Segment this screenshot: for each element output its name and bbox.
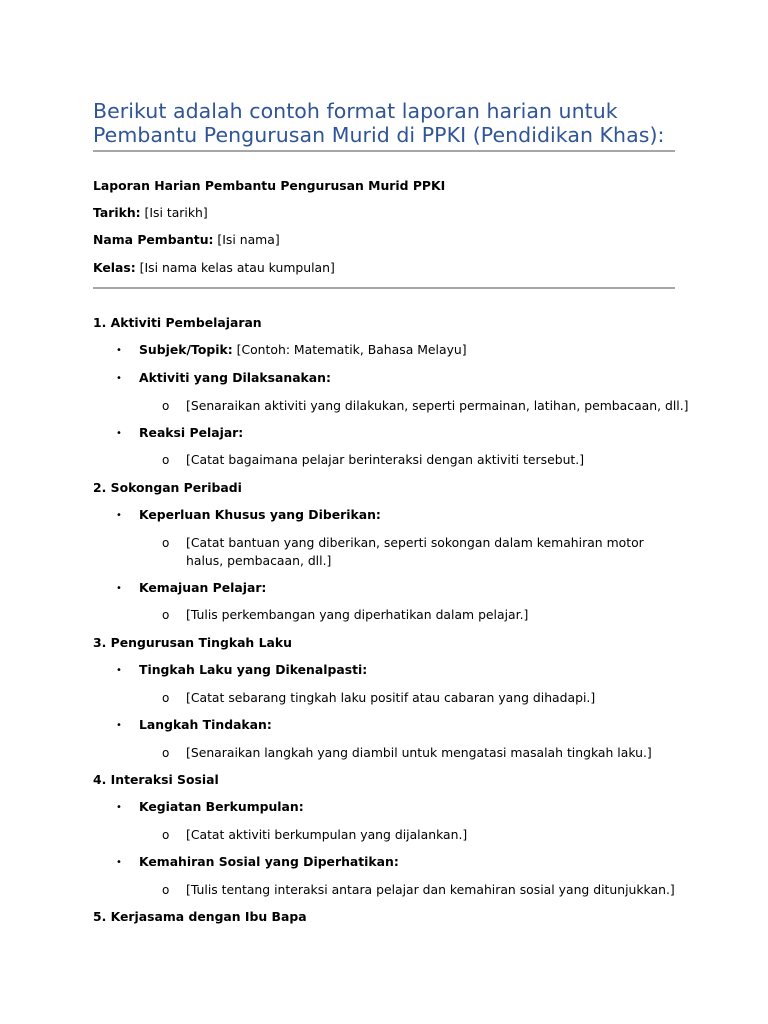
section-heading: 5. Kerjasama dengan Ibu Bapa	[93, 909, 307, 924]
bullet-marker: •	[116, 583, 122, 594]
sub-item: [Catat bantuan yang diberikan, seperti sokongan dalam kemahiran motor halus, pembacaan, dll.]	[186, 535, 644, 568]
item-label: Aktiviti yang Dilaksanakan:	[139, 370, 331, 385]
item-label: Reaksi Pelajar:	[139, 425, 244, 440]
sub-bullet-marker: o	[162, 608, 170, 622]
bullet-marker: •	[116, 665, 122, 676]
item-label: Subjek/Topik:	[139, 342, 233, 357]
report-title: Laporan Harian Pembantu Pengurusan Murid PPKI	[93, 178, 446, 193]
sub-item: [Tulis perkembangan yang diperhatikan dalam pelajar.]	[186, 607, 529, 622]
name-label: Nama Pembantu:	[93, 232, 214, 247]
sub-item: [Catat sebarang tingkah laku positif atau cabaran yang dihadapi.]	[186, 690, 596, 705]
sub-item: [Catat bagaimana pelajar berinteraksi dengan aktiviti tersebut.]	[186, 452, 585, 467]
section-heading: 2. Sokongan Peribadi	[93, 480, 242, 495]
sub-bullet-marker: o	[162, 536, 170, 550]
bullet-marker: •	[116, 720, 122, 731]
sub-item: [Catat aktiviti berkumpulan yang dijalankan.]	[186, 827, 468, 842]
section-heading: 4. Interaksi Sosial	[93, 772, 219, 787]
sub-item: [Tulis tentang interaksi antara pelajar dan kemahiran sosial yang ditunjukkan.]	[186, 882, 675, 897]
section-heading: 3. Pengurusan Tingkah Laku	[93, 635, 292, 650]
item-label: Kemahiran Sosial yang Diperhatikan:	[139, 854, 399, 869]
document-title: Berikut adalah contoh format laporan harian untuk Pembantu Pengurusan Murid di PPKI (Pendidikan Khas):	[93, 99, 665, 147]
item-label: Tingkah Laku yang Dikenalpasti:	[139, 662, 368, 677]
name-line	[93, 231, 280, 249]
sub-bullet-marker: o	[162, 399, 170, 413]
name-value: [Isi nama]	[213, 232, 280, 247]
bullet-marker: •	[116, 802, 122, 813]
class-line	[93, 259, 335, 277]
class-value: [Isi nama kelas atau kumpulan]	[135, 260, 335, 275]
sub-bullet-marker: o	[162, 453, 170, 467]
section-heading: 1. Aktiviti Pembelajaran	[93, 315, 262, 330]
sub-bullet-marker: o	[162, 746, 170, 760]
item-label: Kegiatan Berkumpulan:	[139, 799, 304, 814]
title-divider	[93, 150, 675, 152]
bullet-marker: •	[116, 345, 122, 356]
bullet-marker: •	[116, 510, 122, 521]
header-divider	[93, 287, 675, 289]
list-item	[139, 341, 467, 359]
class-label: Kelas:	[93, 260, 136, 275]
sub-bullet-marker: o	[162, 883, 170, 897]
date-label: Tarikh:	[93, 205, 141, 220]
sub-item: [Senaraikan langkah yang diambil untuk mengatasi masalah tingkah laku.]	[186, 745, 652, 760]
date-line	[93, 204, 208, 222]
item-label: Keperluan Khusus yang Diberikan:	[139, 507, 381, 522]
item-label: Kemajuan Pelajar:	[139, 580, 267, 595]
sub-item: [Senaraikan aktiviti yang dilakukan, seperti permainan, latihan, pembacaan, dll.]	[186, 398, 689, 413]
item-value: [Contoh: Matematik, Bahasa Melayu]	[232, 342, 467, 357]
bullet-marker: •	[116, 857, 122, 868]
sub-bullet-marker: o	[162, 691, 170, 705]
sub-bullet-marker: o	[162, 828, 170, 842]
date-value: [Isi tarikh]	[140, 205, 208, 220]
item-label: Langkah Tindakan:	[139, 717, 272, 732]
bullet-marker: •	[116, 428, 122, 439]
bullet-marker: •	[116, 373, 122, 384]
